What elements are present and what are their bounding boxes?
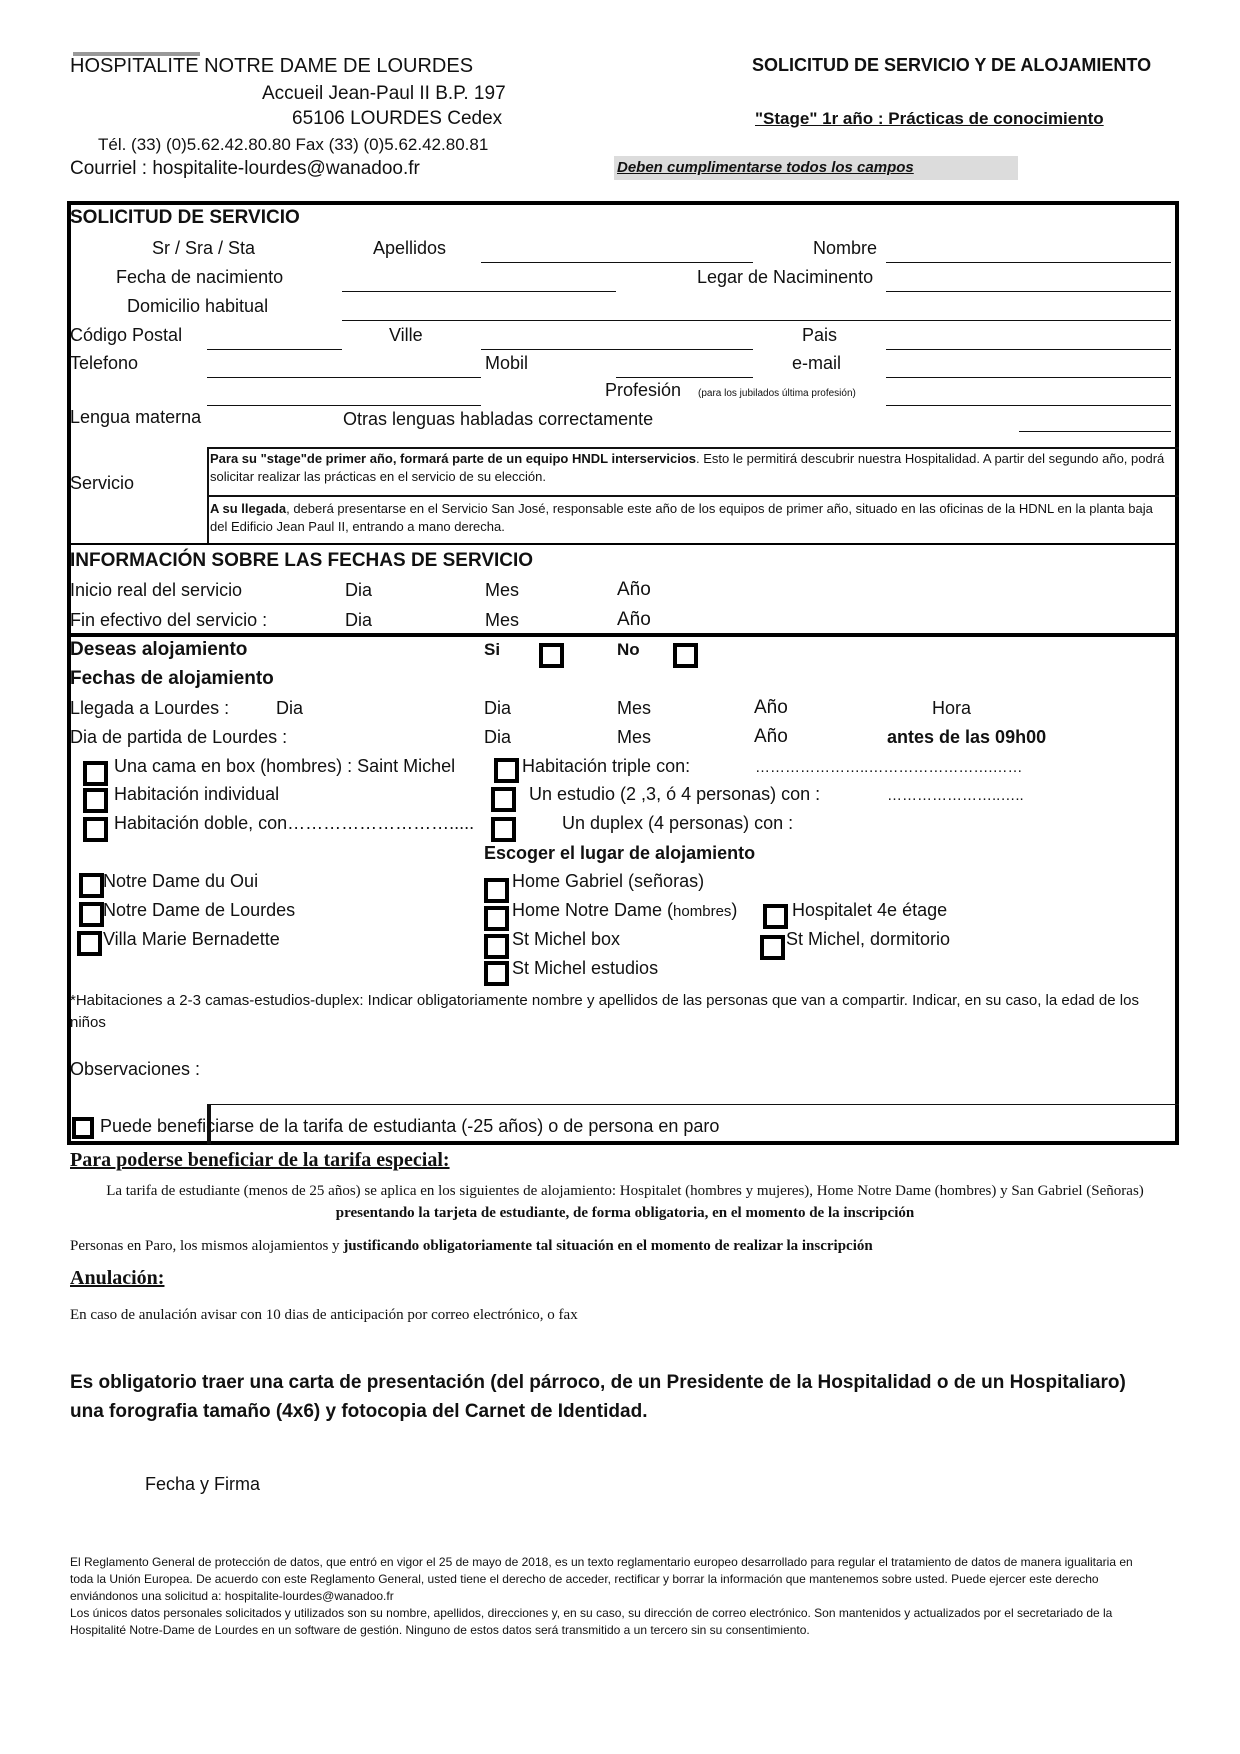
place-sm-studios-label: St Michel estudios <box>512 958 659 978</box>
triple-room-checkbox[interactable] <box>494 758 519 783</box>
arrival-day-a[interactable]: Dia <box>276 698 304 718</box>
profession-label: Profesión <box>605 380 682 400</box>
document-title: SOLICITUD DE SERVICIO Y DE ALOJAMIENTO <box>752 55 1152 75</box>
departure-before: antes de las 09h00 <box>887 727 1047 747</box>
place-oui-label: Notre Dame du Oui <box>103 871 259 891</box>
place-sm-box-checkbox[interactable] <box>484 934 509 959</box>
cancellation-title: Anulación: <box>70 1267 165 1289</box>
surname-field[interactable] <box>481 262 753 263</box>
stage-subtitle: "Stage" 1r año : Prácticas de conocimiento <box>755 109 1104 128</box>
studio-label: Un estudio (2 ,3, ó 4 personas) con : <box>529 784 821 804</box>
duplex-label: Un duplex (4 personas) con : <box>562 813 794 833</box>
phone-extra-field[interactable] <box>207 405 481 406</box>
place-sm-studios-checkbox[interactable] <box>484 961 509 986</box>
mobile-field[interactable] <box>616 377 753 378</box>
lodging-dates-title: Fechas de alojamiento <box>70 668 274 689</box>
arrival-label: Llegada a Lourdes : <box>70 698 230 718</box>
place-oui-checkbox[interactable] <box>79 873 104 898</box>
service-info-1: Para su "stage"de primer año, formará parte de un equipo HNDL interservicios. Esto le permitirá descubrir nuestra Hospitalidad. A partir del segundo año, podrá solicitar realizar las prácticas en el servicio de su elección. <box>210 451 1165 484</box>
phone-label: Telefono <box>70 353 139 373</box>
special-rate-text: La tarifa de estudiante (menos de 25 años) se aplica en los siguientes de alojamiento: Hospitalet (hombres y mujeres), Home Notre Dame (hombres) y San Gabriel (Señoras) presentando la tarjeta de estudiante, de forma obligatoria, en el momento de la inscripción <box>106 1183 1144 1221</box>
rooms-note: *Habitaciones a 2-3 camas-estudios-duplex: Indicar obligatoriamente nombre y apellidos de las personas que van a compartir. Indicar, en su caso, la edad de los niños <box>70 992 1139 1031</box>
required-notice: Deben cumplimentarse todos los campos <box>614 156 1018 180</box>
place-ndl-label: Notre Dame de Lourdes <box>103 900 296 920</box>
arrival-day[interactable]: Dia <box>484 698 512 718</box>
name-label: Nombre <box>813 238 878 258</box>
birthplace-label: Legar de Naciminento <box>697 267 874 287</box>
triple-room-label: Habitación triple con: <box>522 756 691 776</box>
email-label: e-mail <box>792 353 842 373</box>
name-field[interactable] <box>886 262 1171 263</box>
service-label: Servicio <box>70 473 135 493</box>
double-room-label: Habitación doble, con………………………..... <box>114 813 475 833</box>
single-room-label: Habitación individual <box>114 784 280 804</box>
unemployed-text: Personas en Paro, los mismos alojamientos y justificando obligatoriamente tal situación en el momento de realizar la inscripción <box>70 1238 873 1254</box>
start-month[interactable]: Mes <box>485 580 520 600</box>
double-room-checkbox[interactable] <box>83 817 108 842</box>
divider-lodging <box>67 633 1179 637</box>
surname-label: Apellidos <box>373 238 447 258</box>
arrival-month[interactable]: Mes <box>617 698 652 718</box>
student-rate-checkbox[interactable] <box>72 1117 94 1139</box>
observations-label: Observaciones : <box>70 1059 201 1079</box>
cancellation-text: En caso de anulación avisar con 10 dias de anticipación por correo electrónico, o fax <box>70 1307 578 1323</box>
place-gabriel-label: Home Gabriel (señoras) <box>512 871 705 891</box>
place-sm-dorm-checkbox[interactable] <box>760 935 785 960</box>
single-room-checkbox[interactable] <box>83 788 108 813</box>
start-label: Inicio real del servicio <box>70 580 243 600</box>
departure-year[interactable]: Año <box>754 726 788 747</box>
triple-room-dots[interactable]: …………………..…………………….…… <box>755 759 1023 776</box>
service-info-2: A su llegada, deberá presentarse en el Servicio San José, responsable este año de los equipos de primer año, situado en las oficinas de la HDNL en la planta baja del Edificio Jean Paul II, entrando a mano derecha. <box>210 501 1153 534</box>
residence-label: Domicilio habitual <box>127 296 269 316</box>
address-line-2: 65106 LOURDES Cedex <box>292 108 503 129</box>
title-label: Sr / Sra / Sta <box>152 238 256 258</box>
observations-field[interactable] <box>207 1104 1179 1105</box>
place-home-nd-checkbox[interactable] <box>484 906 509 931</box>
arrival-hour[interactable]: Hora <box>932 698 972 718</box>
gdpr-notice: El Reglamento General de protección de datos, que entró en vigor el 25 de mayo de 2018, es un texto reglamentario europeo desarrollado para regular el tratamiento de datos de manera igualitaria en toda la Unión Europea. De acuerdo con este Reglamento General, usted tiene el derecho de acceder, rectificar y borrar la información que mantenemos sobre usted. Puede ejercer este derecho enviándonos una solicitud a: hospitalite-lourdes@wanadoo.fr Los únicos datos personales solicitados y utilizados son su nombre, apellidos, direcciones y, en su caso, su dirección de correo electrónico. Son mantenidos y actualizados por el secretariado de la Hospitalité Notre-Dame de Lourdes en un software de gestión. Ninguno de estos datos será transmitido a un tercero sin su consentimiento. <box>70 1555 1133 1637</box>
student-rate-label: Puede beneficiarse de la tarifa de estudianta (-25 años) o de persona en paro <box>100 1116 720 1136</box>
place-hospitalet-label: Hospitalet 4e étage <box>792 900 948 920</box>
no-checkbox[interactable] <box>673 643 698 668</box>
country-label: Pais <box>802 325 838 345</box>
choose-place-title: Escoger el lugar de alojamiento <box>484 843 756 863</box>
start-year[interactable]: Año <box>617 579 651 600</box>
departure-month[interactable]: Mes <box>617 727 652 747</box>
profession-note: (para los jubilados última profesión) <box>698 388 856 399</box>
place-sm-box-label: St Michel box <box>512 929 621 949</box>
studio-checkbox[interactable] <box>491 787 516 812</box>
phone-field[interactable] <box>207 377 481 378</box>
other-languages-label: Otras lenguas habladas correctamente <box>343 409 654 429</box>
birthplace-field[interactable] <box>886 291 1171 292</box>
phone-fax: Tél. (33) (0)5.62.42.80.80 Fax (33) (0)5.62.42.80.81 <box>98 135 489 154</box>
email-field[interactable] <box>886 377 1171 378</box>
service-box-top <box>207 447 1179 449</box>
place-villa-label: Villa Marie Bernadette <box>103 929 280 949</box>
birthdate-field[interactable] <box>342 291 616 292</box>
arrival-year[interactable]: Año <box>754 697 788 718</box>
mother-tongue-label: Lengua materna <box>70 407 202 427</box>
profession-field[interactable] <box>886 405 1171 406</box>
start-day[interactable]: Dia <box>345 580 373 600</box>
divider-dates <box>67 543 1179 545</box>
yes-label: Si <box>484 640 501 659</box>
place-ndl-checkbox[interactable] <box>79 902 104 927</box>
place-villa-checkbox[interactable] <box>77 931 102 956</box>
place-gabriel-checkbox[interactable] <box>484 878 509 903</box>
end-day[interactable]: Dia <box>345 610 373 630</box>
city-label: Ville <box>389 325 423 345</box>
place-sm-dorm-label: St Michel, dormitorio <box>786 929 951 949</box>
place-home-nd-label: Home Notre Dame (hombres) <box>512 900 738 920</box>
place-hospitalet-checkbox[interactable] <box>763 904 788 929</box>
city-field[interactable] <box>481 349 753 350</box>
org-name: HOSPITALITE NOTRE DAME DE LOURDES <box>70 55 474 77</box>
duplex-checkbox[interactable] <box>491 817 516 842</box>
email-contact: Courriel : hospitalite-lourdes@wanadoo.fr <box>70 158 420 179</box>
departure-day[interactable]: Dia <box>484 727 512 747</box>
residence-field[interactable] <box>342 320 1171 321</box>
postal-code-label: Código Postal <box>70 325 183 345</box>
postal-code-field[interactable] <box>207 349 342 350</box>
end-label: Fin efectivo del servicio : <box>70 610 268 630</box>
box-bed-checkbox[interactable] <box>83 761 108 786</box>
special-rate-title: Para poderse beneficiar de la tarifa especial: <box>70 1149 450 1171</box>
birthdate-label: Fecha de nacimiento <box>116 267 284 287</box>
box-bed-label: Una cama en box (hombres) : Saint Michel <box>114 756 456 776</box>
country-field[interactable] <box>886 349 1171 350</box>
departure-label: Dia de partida de Lourdes : <box>70 727 288 747</box>
address-line-1: Accueil Jean-Paul II B.P. 197 <box>262 83 506 104</box>
signature-label: Fecha y Firma <box>145 1474 261 1494</box>
want-lodging-label: Deseas alojamiento <box>70 639 248 660</box>
no-label: No <box>617 640 640 659</box>
mandatory-documents: Es obligatorio traer una carta de presentación (del párroco, de un Presidente de la Hospitalidad o de un Hospitaliaro) una forografia tamaño (4x6) y fotocopia del Carnet de Identidad. <box>70 1372 1126 1422</box>
section-title-service: SOLICITUD DE SERVICIO <box>70 207 300 228</box>
end-month[interactable]: Mes <box>485 610 520 630</box>
other-languages-field[interactable] <box>1019 431 1171 432</box>
yes-checkbox[interactable] <box>539 643 564 668</box>
section-title-dates: INFORMACIÓN SOBRE LAS FECHAS DE SERVICIO <box>70 550 534 571</box>
service-box-mid <box>207 495 1179 497</box>
mobile-label: Mobil <box>485 353 529 373</box>
studio-dots[interactable]: …………………..….. <box>887 787 1024 804</box>
end-year[interactable]: Año <box>617 609 651 630</box>
